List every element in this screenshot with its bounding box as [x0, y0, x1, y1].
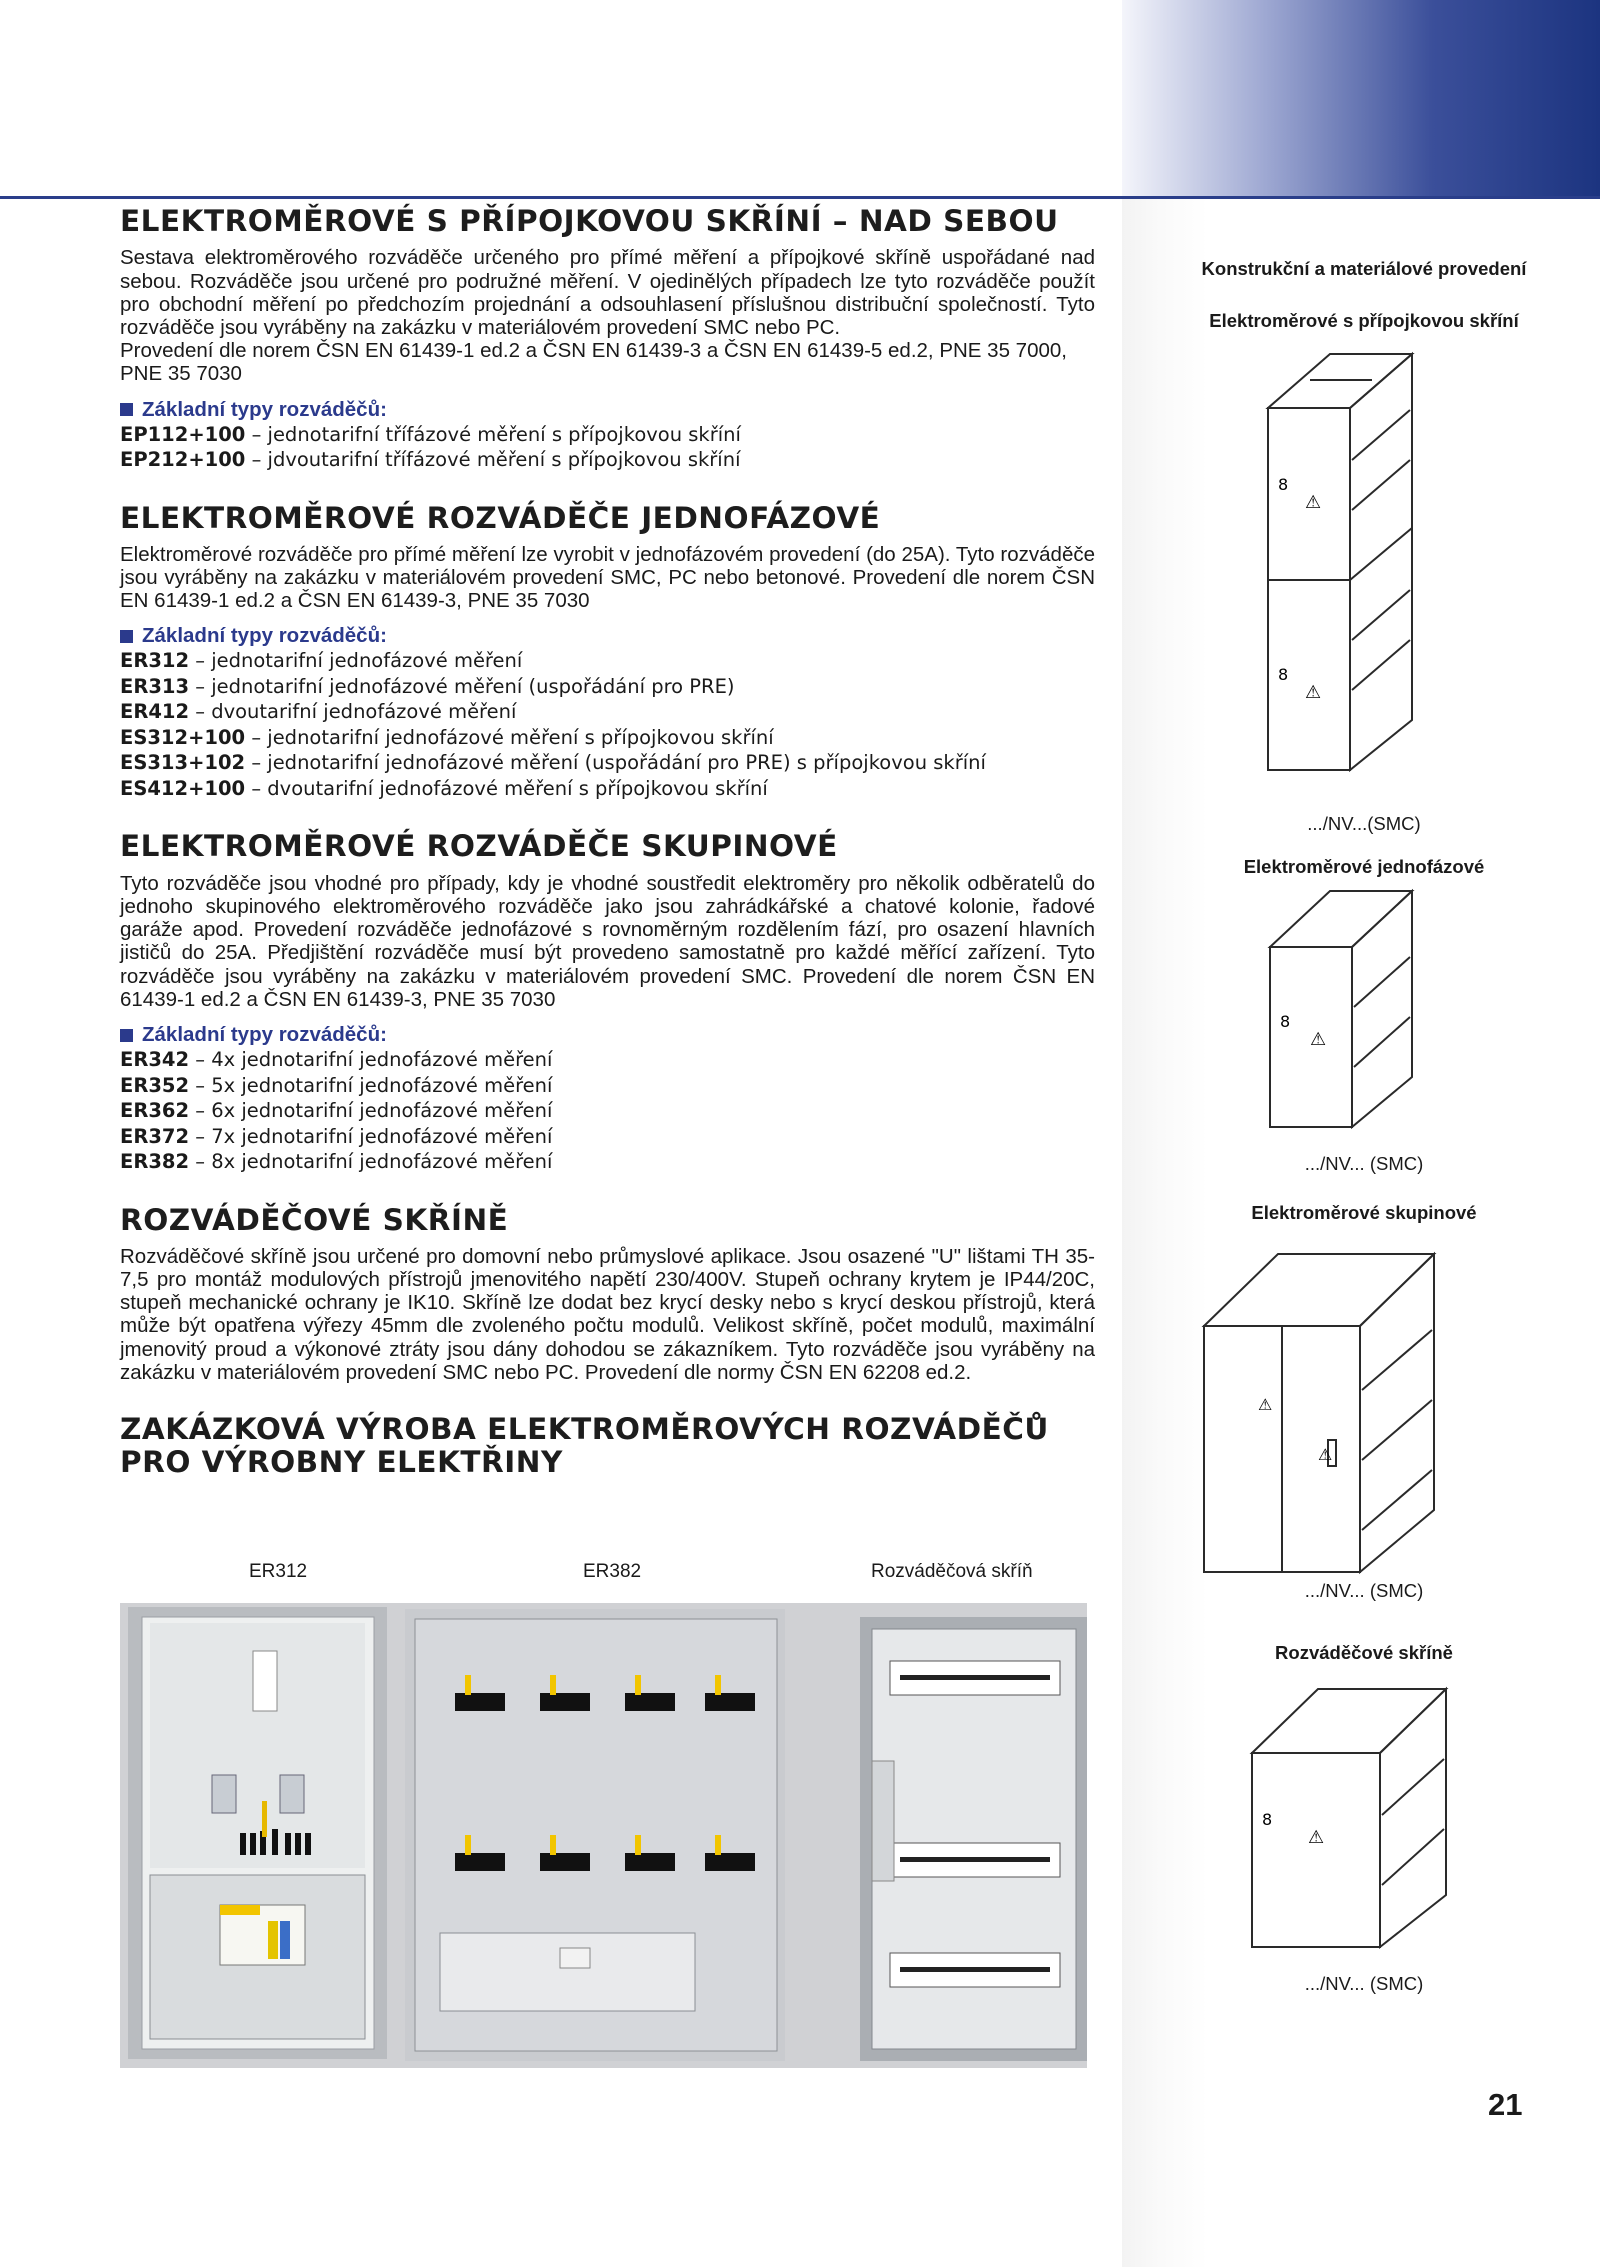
- svg-text:⚠: ⚠: [1308, 1827, 1325, 1848]
- types-heading: Základní typy rozváděčů:: [120, 624, 1095, 648]
- section-paragraph: Tyto rozváděče jsou vhodné pro případy, kdy je vhodné soustředit elektroměry pro několik odběratelů do jednoho skupinového elektroměrového rozváděče jako jsou zahrádkářské a chatové kolonie, řadové garáže apod. Provedení rozváděče jednofázové s rovnoměrným rozdělením fází, pro osazení hlavních jističů do 25A. Předjištění rozváděče musí být provedeno samostatně pro každé měřící zařízení. Tyto rozváděče jsou vyráběny na zakázku v materiálovém provedení SMC. Provedení dle norem ČSN EN 61439-1 ed.2 a ČSN EN 61439-3, PNE 35 7030: [120, 871, 1095, 1011]
- type-item: ES312+100 – jednotarifní jednofázové měření s přípojkovou skříní: [120, 725, 774, 749]
- cabinet-drawing-distribution: [1246, 1685, 1456, 1955]
- bullet-square-icon: [120, 630, 133, 643]
- er382-photo: [405, 1609, 785, 2061]
- corner-gradient: [1122, 0, 1600, 197]
- svg-text:8: 8: [1280, 1012, 1291, 1031]
- page-number: 21: [1488, 2087, 1523, 2122]
- er312-photo: [128, 1607, 387, 2059]
- sidebar-group-note: .../NV... (SMC): [1304, 1153, 1424, 1174]
- product-photos: [120, 1603, 1087, 2068]
- section-title: ELEKTROMĚROVÉ ROZVÁDĚČE JEDNOFÁZOVÉ: [120, 500, 881, 535]
- type-item: ER412 – dvoutarifní jednofázové měření: [120, 700, 517, 724]
- sidebar-group-title: Elektroměrové skupinové: [1251, 1202, 1477, 1223]
- cabinet-drawing-group: [1198, 1250, 1438, 1580]
- type-item: ER372 – 7x jednotarifní jednofázové měření: [120, 1124, 553, 1148]
- photo-caption: Rozváděčová skříň: [871, 1561, 1033, 1582]
- section-title: ROZVÁDĚČOVÉ SKŘÍNĚ: [120, 1202, 509, 1237]
- photo-caption: ER312: [249, 1561, 308, 1582]
- sidebar-group-note: .../NV... (SMC): [1304, 1973, 1424, 1994]
- svg-text:⚠: ⚠: [1305, 492, 1322, 513]
- cabinet-drawing-stacked: [1260, 350, 1420, 780]
- sidebar-group-note: .../NV... (SMC): [1304, 1580, 1424, 1601]
- bullet-square-icon: [120, 403, 133, 416]
- type-item: ER342 – 4x jednotarifní jednofázové měření: [120, 1048, 553, 1072]
- types-heading: Základní typy rozváděčů:: [120, 398, 1095, 422]
- section-title: ZAKÁZKOVÁ VÝROBA ELEKTROMĚROVÝCH ROZVÁDĚČŮ PRO VÝROBNY ELEKTŘINY: [120, 1412, 1049, 1480]
- svg-text:⚠: ⚠: [1258, 1395, 1273, 1414]
- types-list: [120, 648, 1095, 801]
- types-heading: Základní typy rozváděčů:: [120, 1023, 1095, 1047]
- type-item: EP212+100 – jdvoutarifní třífázové měření s přípojkovou skříní: [120, 448, 741, 472]
- bullet-square-icon: [120, 1029, 133, 1042]
- section-paragraph: Provedení dle norem ČSN EN 61439-1 ed.2 a ČSN EN 61439-3 a ČSN EN 61439-5 ed.2, PNE 35 7000, PNE 35 7030: [120, 339, 1067, 386]
- section-paragraph: Rozváděčové skříně jsou určené pro domovní nebo průmyslové aplikace. Jsou osazené "U" lištami TH 35-7,5 pro montáž modulových přístrojů jmenovitého napětí 230/400V. Stupeň ochrany krytem je IP44/20C, stupeň mechanické ochrany je IK10. Skříně lze dodat bez krycí desky nebo s krycí deskou přístrojů, která může být opatřena výřezy 45mm dle zvoleného počtu modulů. Velikost skříně, počet modulů, maximální jmenovitý proud a výkonové ztráty jsou dány dohodou se zákazníkem. Tyto rozváděče jsou vyráběny na zakázku v materiálovém provedení SMC nebo PC. Provedení dle normy ČSN EN 62208 ed.2.: [120, 1244, 1095, 1384]
- sidebar-group-note: .../NV...(SMC): [1307, 813, 1421, 834]
- main-content: [120, 205, 1095, 1480]
- section-title: ELEKTROMĚROVÉ S PŘÍPOJKOVOU SKŘÍNÍ – NAD SEBOU: [120, 204, 1059, 238]
- types-list: [120, 1047, 1095, 1175]
- svg-text:8: 8: [1278, 665, 1289, 684]
- sidebar-group-title: Elektroměrové jednofázové: [1243, 856, 1485, 877]
- sidebar-group-title: Rozváděčové skříně: [1275, 1642, 1453, 1663]
- sidebar-group-title: Elektroměrové s přípojkovou skříní: [1209, 310, 1519, 331]
- section-paragraph: Sestava elektroměrového rozváděče určeného pro přímé měření a přípojkové skříně uspořádané nad sebou. Rozváděče jsou určené pro podružné měření. V ojedinělých případech lze tyto rozváděče použít pro obchodní měření po předchozím projednání a odsouhlasení příslušnou distribuční společností. Tyto rozváděče jsou vyráběny na zakázku v materiálovém provedení SMC nebo PC.: [120, 246, 1095, 339]
- distribution-cabinet-photo: [860, 1617, 1087, 2061]
- section-title: ELEKTROMĚROVÉ ROZVÁDĚČE SKUPINOVÉ: [120, 829, 838, 864]
- type-item: EP112+100 – jednotarifní třífázové měření s přípojkovou skříní: [120, 422, 741, 446]
- svg-text:8: 8: [1278, 475, 1289, 494]
- type-item: ES412+100 – dvoutarifní jednofázové měření s přípojkovou skříní: [120, 776, 768, 800]
- svg-text:8: 8: [1262, 1810, 1273, 1829]
- section-paragraph: Elektroměrové rozváděče pro přímé měření lze vyrobit v jednofázovém provedení (do 25A). Tyto rozváděče jsou vyráběny na zakázku v materiálovém provedení SMC, PC nebo betonové. Provedení dle norem ČSN EN 61439-1 ed.2 a ČSN EN 61439-3, PNE 35 7030: [120, 542, 1095, 613]
- svg-text:⚠: ⚠: [1305, 682, 1322, 703]
- svg-text:⚠: ⚠: [1310, 1029, 1327, 1050]
- type-item: ER313 – jednotarifní jednofázové měření (uspořádání pro PRE): [120, 674, 735, 698]
- type-item: ER312 – jednotarifní jednofázové měření: [120, 649, 523, 673]
- sidebar-heading: Konstrukční a materiálové provedení: [1201, 258, 1527, 279]
- types-list: [120, 422, 1095, 473]
- photo-caption: ER382: [583, 1561, 642, 1582]
- svg-text:⚠: ⚠: [1318, 1445, 1333, 1464]
- type-item: ER362 – 6x jednotarifní jednofázové měření: [120, 1099, 553, 1123]
- header-rule: [0, 196, 1600, 199]
- type-item: ES313+102 – jednotarifní jednofázové měření (uspořádání pro PRE) s přípojkovou skříní: [120, 751, 986, 775]
- type-item: ER382 – 8x jednotarifní jednofázové měření: [120, 1150, 553, 1174]
- type-item: ER352 – 5x jednotarifní jednofázové měření: [120, 1073, 553, 1097]
- cabinet-drawing-single-phase: [1262, 887, 1422, 1137]
